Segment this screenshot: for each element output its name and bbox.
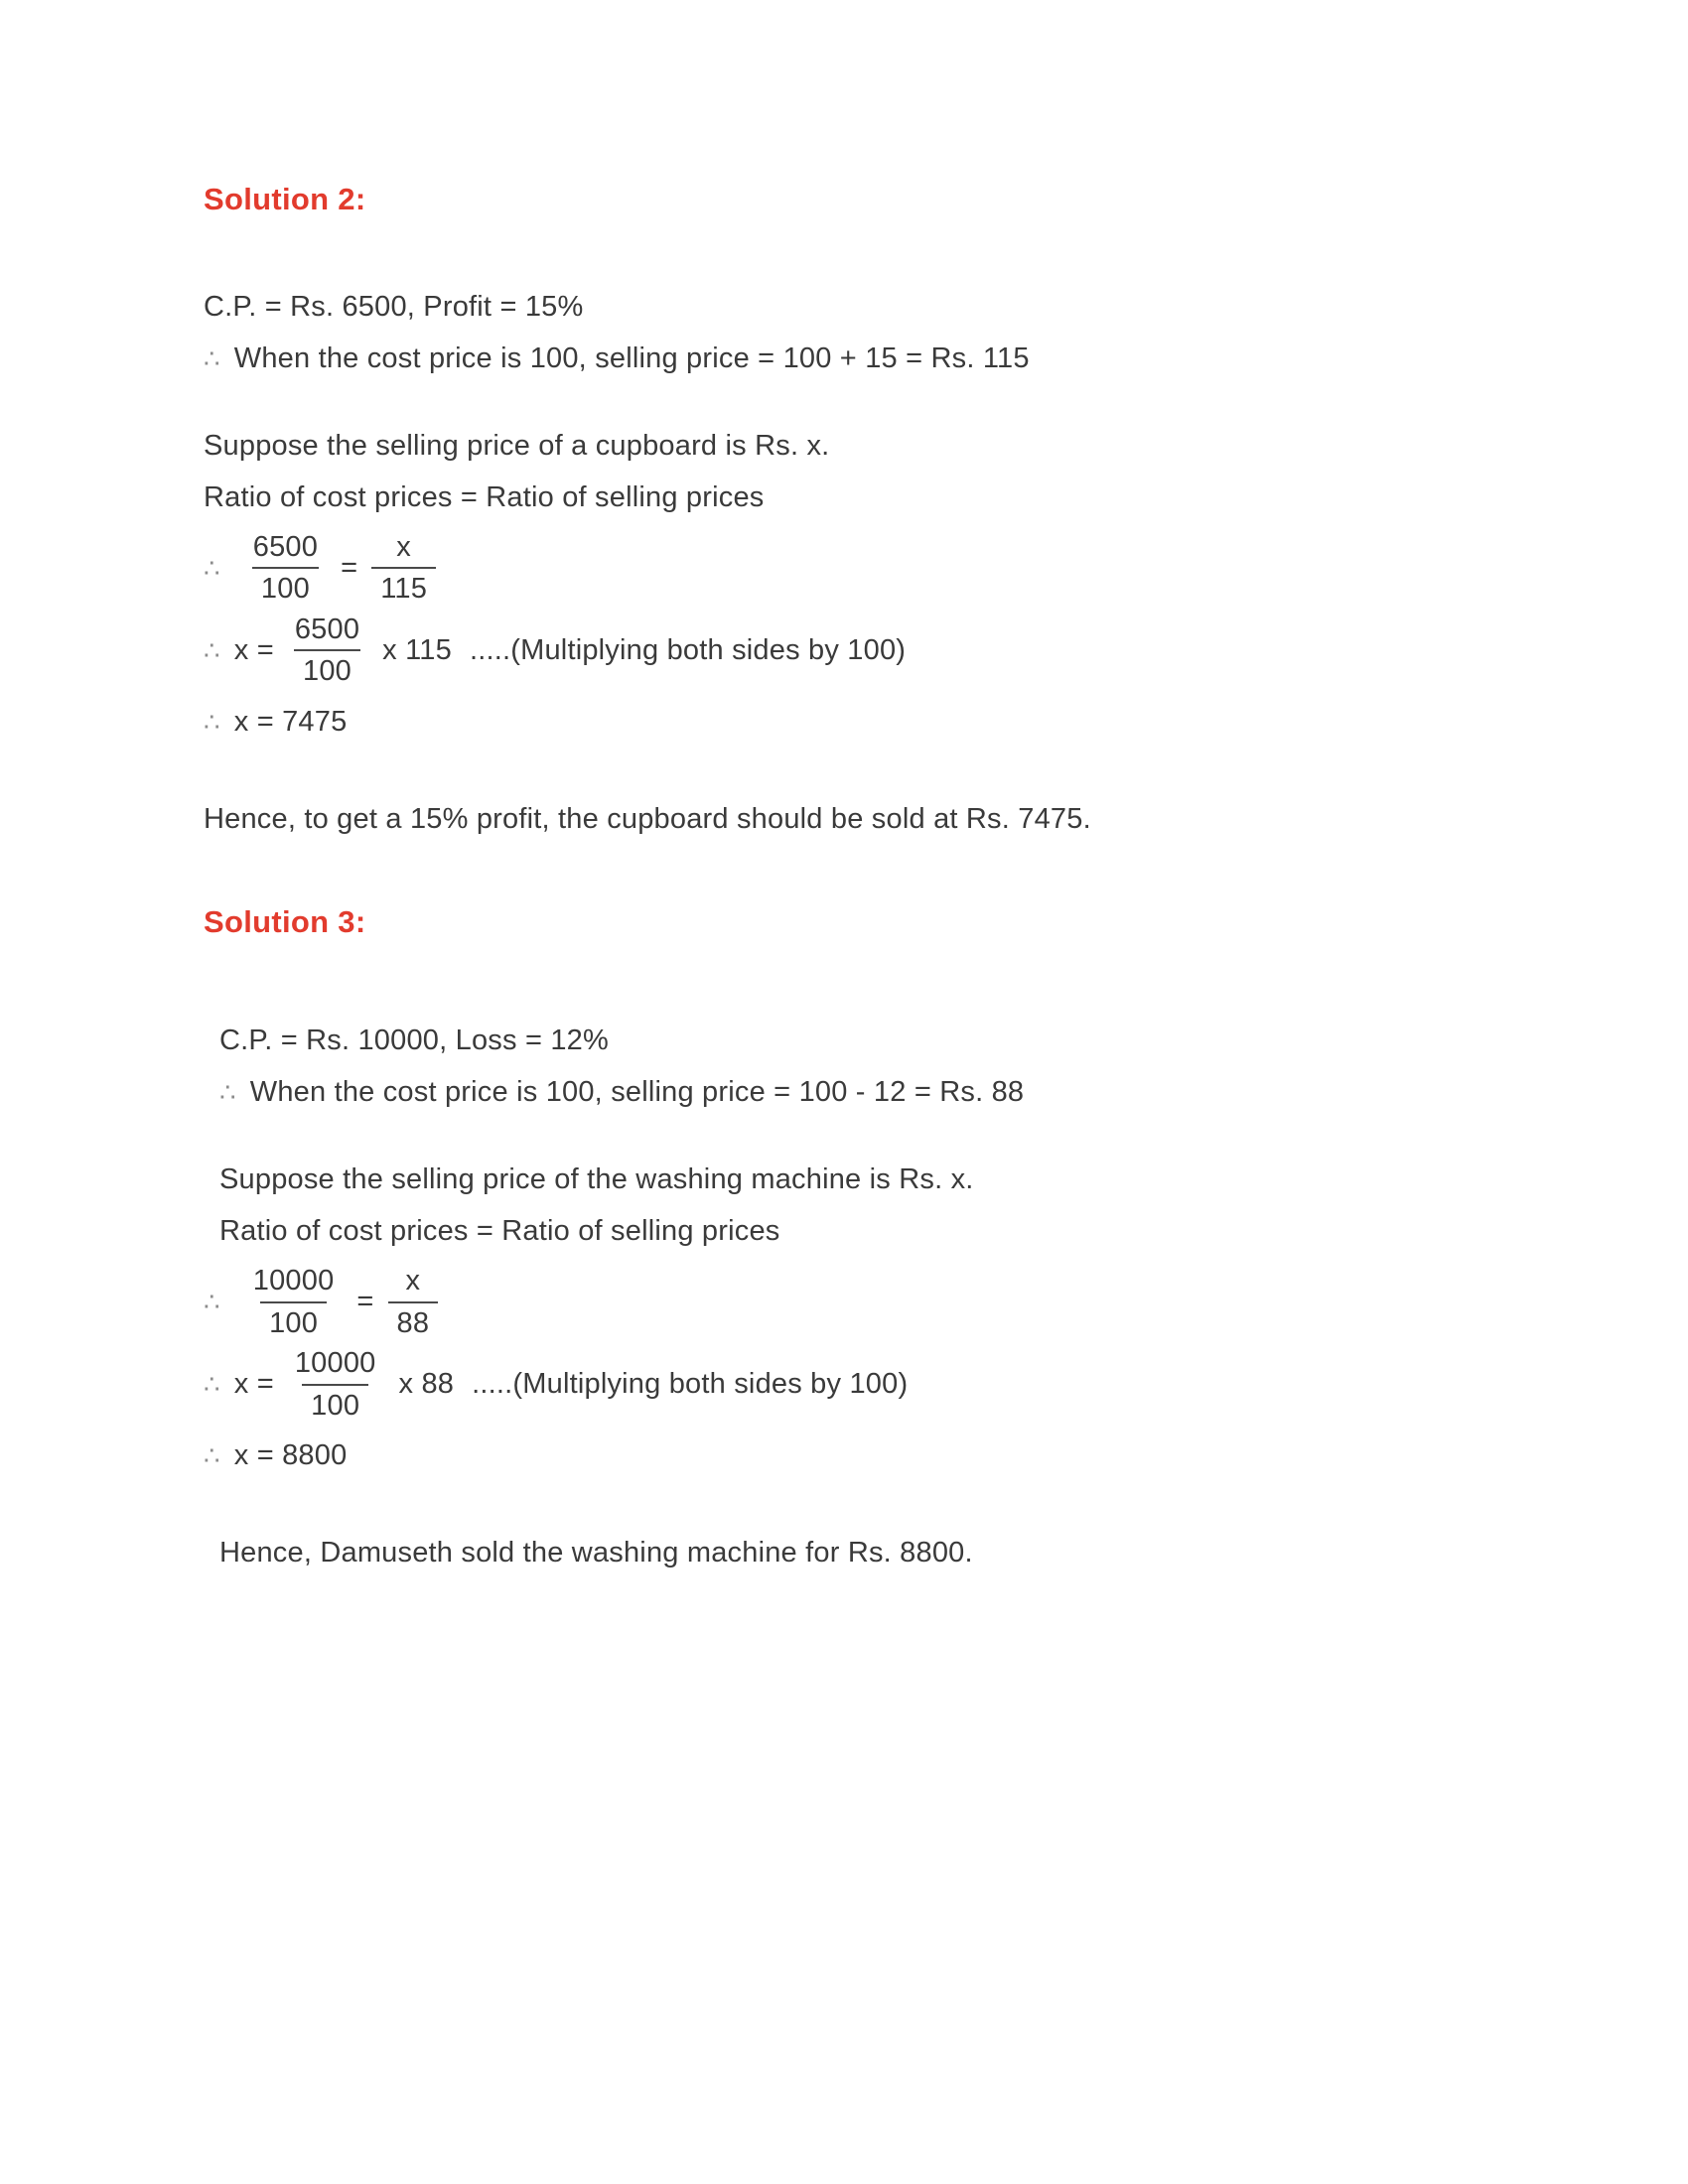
s3-result-line bbox=[204, 1430, 1494, 1481]
s3-suppose-text: Suppose the selling price of the washing machine is Rs. x. bbox=[219, 1163, 974, 1196]
s2-ratio-text: Ratio of cost prices = Ratio of selling prices bbox=[204, 480, 765, 513]
s2-eq2-note: .....(Multiplying both sides by 100) bbox=[469, 633, 907, 666]
numerator: 10000 bbox=[252, 1265, 335, 1297]
s3-when-text: When the cost price is 100, selling price = 100 - 12 = Rs. 88 bbox=[249, 1076, 1025, 1109]
equals-sign: = bbox=[356, 1286, 374, 1318]
therefore-symbol: ∴ bbox=[204, 342, 220, 373]
therefore-symbol: ∴ bbox=[204, 634, 220, 665]
numerator: x bbox=[396, 530, 411, 563]
equals-sign: = bbox=[341, 551, 358, 584]
s2-eq2-fraction bbox=[286, 614, 368, 688]
s3-equation-2 bbox=[204, 1347, 1494, 1422]
s3-ratio-line bbox=[219, 1205, 1494, 1257]
s3-result-text: x = 8800 bbox=[233, 1439, 348, 1472]
numerator: 10000 bbox=[294, 1347, 376, 1380]
numerator: x bbox=[405, 1265, 421, 1297]
denominator: 100 bbox=[260, 1301, 327, 1339]
s3-eq1-right-fraction bbox=[388, 1265, 439, 1339]
s3-eq2-fraction bbox=[286, 1347, 385, 1422]
s2-given-line bbox=[204, 281, 1494, 333]
s2-eq1-left-fraction bbox=[244, 531, 327, 606]
denominator: 100 bbox=[252, 567, 319, 605]
numerator: 6500 bbox=[294, 613, 360, 645]
solution-2-heading: Solution 2: bbox=[204, 182, 366, 216]
s2-equation-1 bbox=[204, 531, 1494, 606]
s2-conclusion-text: Hence, to get a 15% profit, the cupboard should be sold at Rs. 7475. bbox=[204, 802, 1091, 835]
s3-conclusion-text: Hence, Damuseth sold the washing machine for Rs. 8800. bbox=[219, 1537, 973, 1570]
s2-conclusion-line bbox=[204, 793, 1494, 845]
denominator: 100 bbox=[302, 1384, 368, 1422]
therefore-symbol: ∴ bbox=[219, 1077, 236, 1108]
s2-ratio-line bbox=[204, 472, 1494, 523]
s3-eq1-left-fraction bbox=[244, 1265, 344, 1339]
s2-result-line bbox=[204, 696, 1494, 748]
s3-eq2-lead: x = bbox=[233, 1368, 274, 1401]
therefore-symbol: ∴ bbox=[204, 552, 220, 583]
denominator: 100 bbox=[294, 649, 360, 687]
denominator: 88 bbox=[388, 1301, 439, 1339]
therefore-symbol: ∴ bbox=[204, 1287, 220, 1317]
solution-3-heading: Solution 3: bbox=[204, 903, 366, 939]
s2-when-line bbox=[204, 333, 1494, 384]
s3-equation-1 bbox=[204, 1265, 1494, 1339]
s3-ratio-text: Ratio of cost prices = Ratio of selling prices bbox=[219, 1215, 780, 1248]
s2-given-text: C.P. = Rs. 6500, Profit = 15% bbox=[204, 290, 584, 323]
therefore-symbol: ∴ bbox=[204, 1440, 220, 1471]
page-content bbox=[204, 182, 1494, 1578]
s2-equation-2 bbox=[204, 614, 1494, 688]
s3-suppose-line bbox=[219, 1154, 1494, 1205]
solution-2-section bbox=[204, 182, 1494, 845]
therefore-symbol: ∴ bbox=[204, 706, 220, 737]
s2-suppose-text: Suppose the selling price of a cupboard is Rs. x. bbox=[204, 429, 830, 462]
therefore-symbol: ∴ bbox=[204, 1369, 220, 1400]
s3-eq2-note: .....(Multiplying both sides by 100) bbox=[472, 1368, 909, 1401]
s2-when-text: When the cost price is 100, selling price = 100 + 15 = Rs. 115 bbox=[233, 341, 1030, 374]
s2-suppose-line bbox=[204, 420, 1494, 472]
s3-when-line bbox=[219, 1066, 1494, 1118]
s2-eq2-multiplier: x 115 bbox=[382, 633, 452, 666]
s2-eq2-lead: x = bbox=[233, 633, 274, 666]
denominator: 115 bbox=[371, 567, 436, 605]
s2-eq1-right-fraction bbox=[371, 531, 436, 606]
s3-given-line bbox=[219, 1015, 1494, 1066]
s2-result-text: x = 7475 bbox=[233, 705, 348, 738]
solution-3-section bbox=[204, 904, 1494, 1579]
s3-given-text: C.P. = Rs. 10000, Loss = 12% bbox=[219, 1024, 609, 1057]
s3-eq2-multiplier: x 88 bbox=[398, 1368, 455, 1401]
numerator: 6500 bbox=[252, 530, 319, 563]
s3-conclusion-line bbox=[219, 1527, 1494, 1578]
